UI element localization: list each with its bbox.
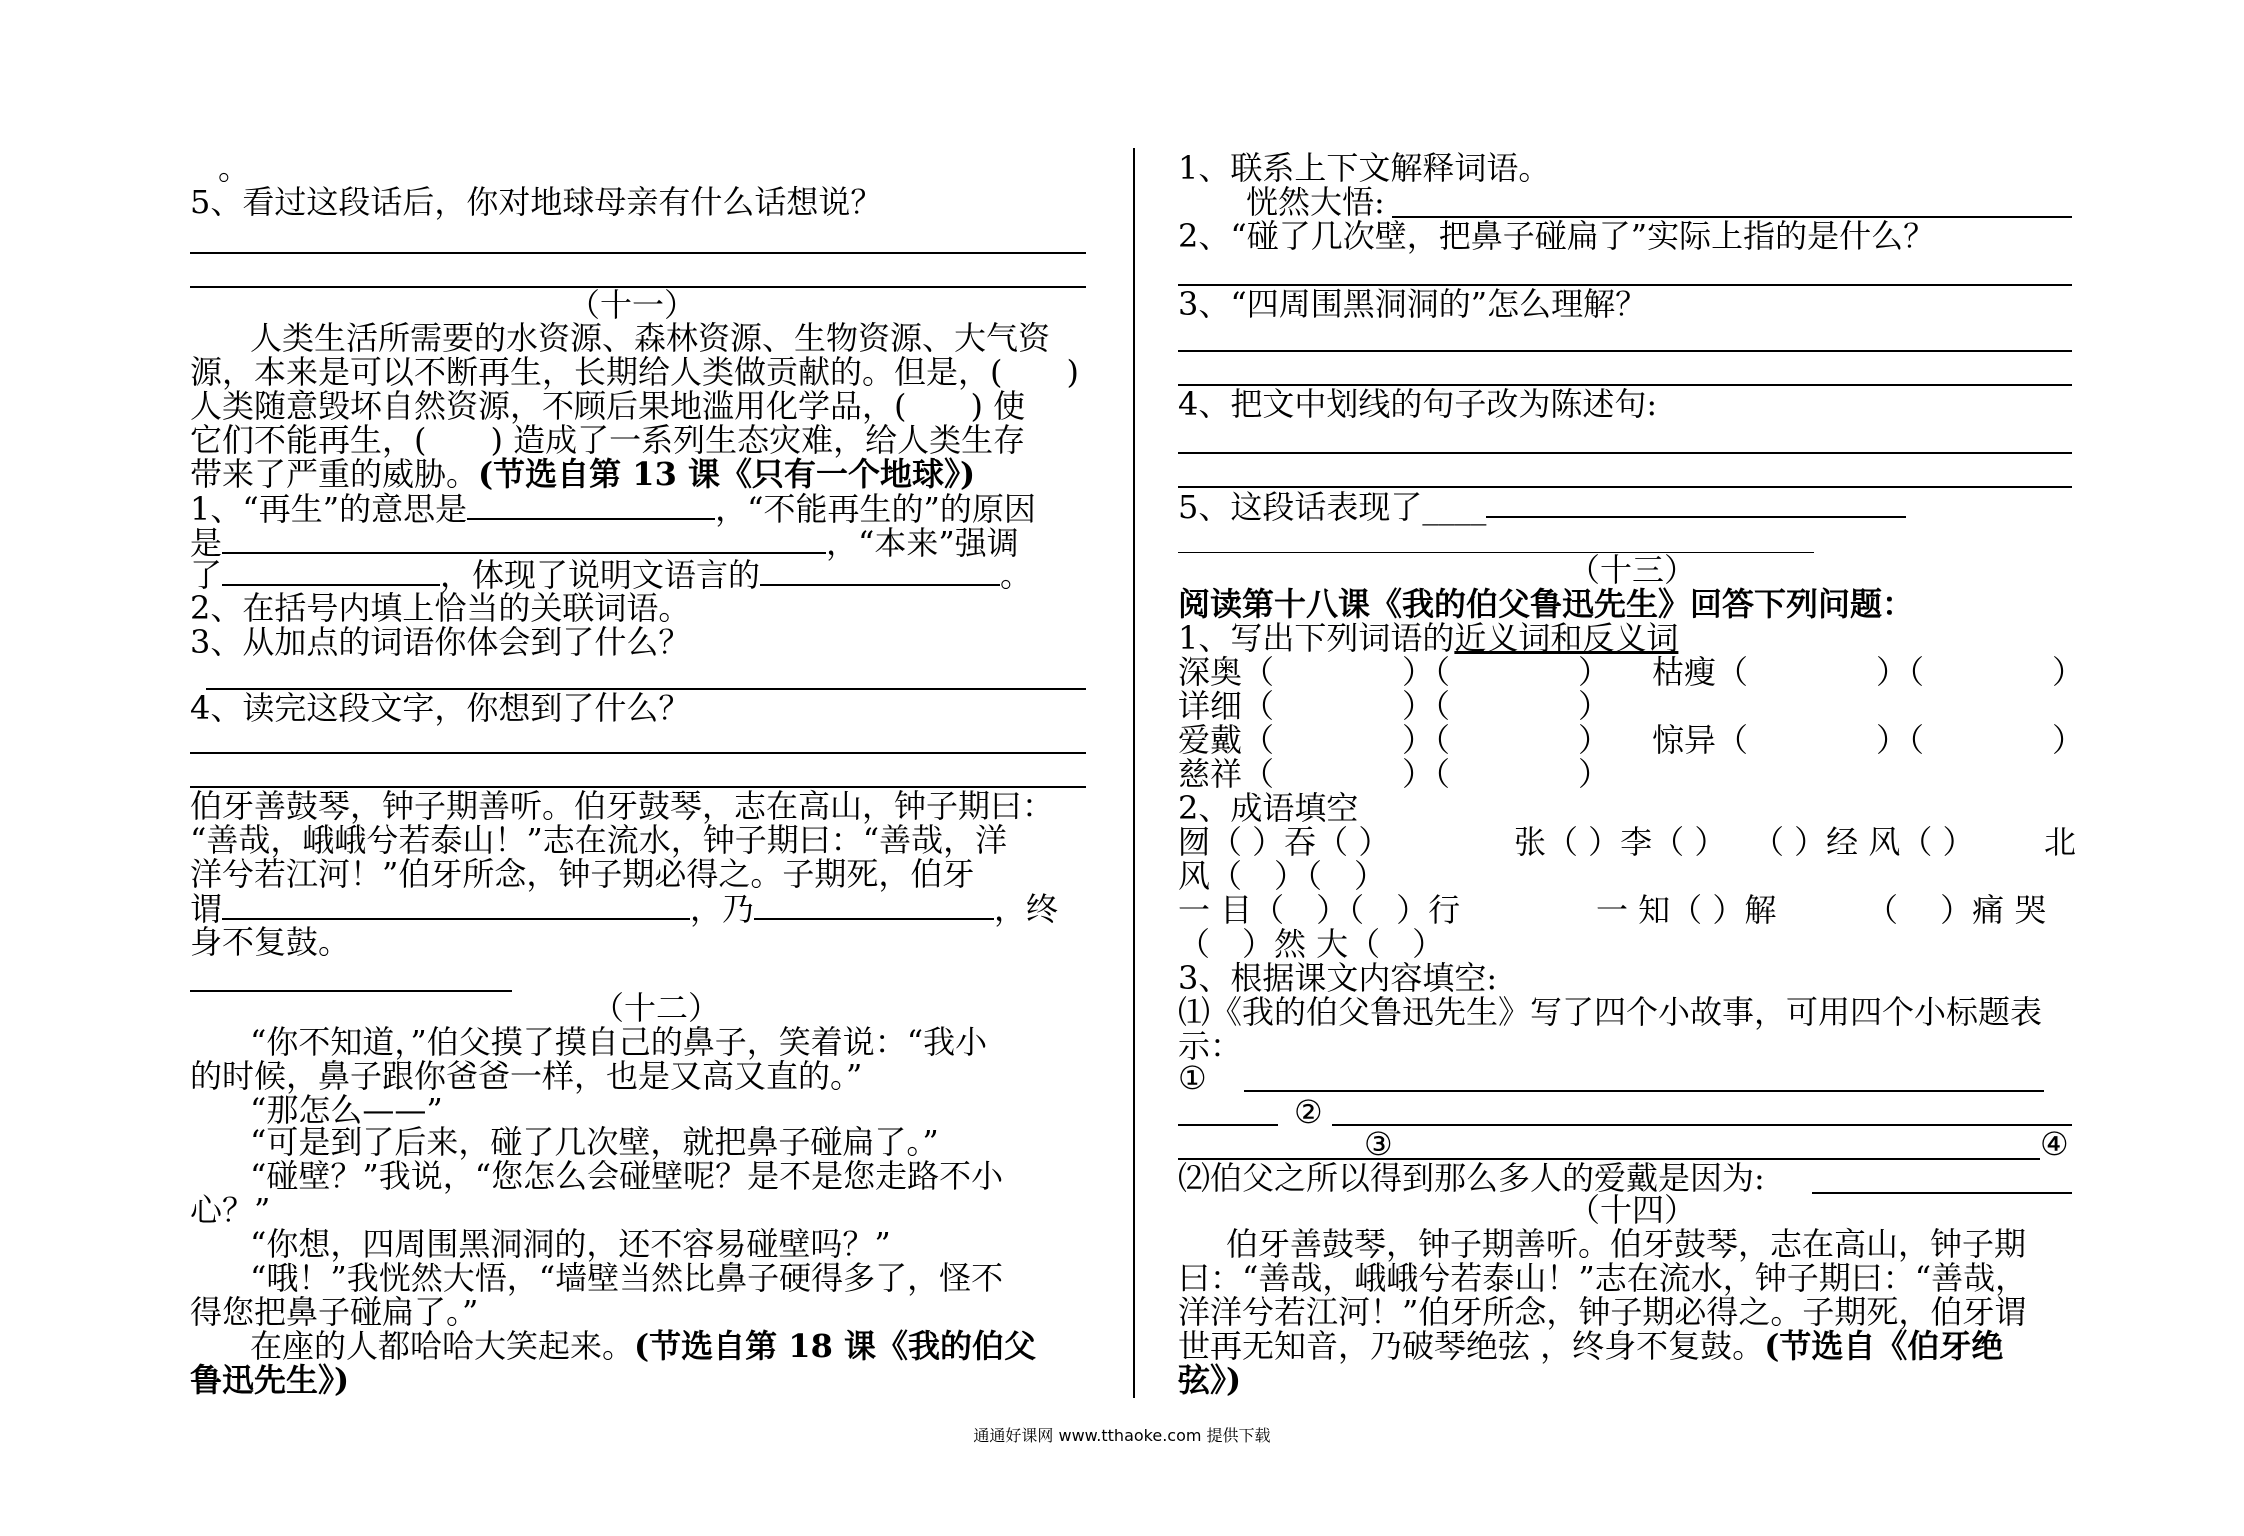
passage-12-line: “你不知道，”伯父摸了摸自己的鼻子，笑着说：“我小 xyxy=(250,1023,988,1061)
question-1: 1、联系上下文解释词语。 xyxy=(1178,149,1551,187)
section-13-q3-1-cont: 示： xyxy=(1178,1027,1243,1065)
source-citation: 鲁迅先生》) xyxy=(190,1361,350,1399)
passage-12-line: 在座的人都哈哈大笑起来。(节选自第 18 课《我的伯父 xyxy=(250,1327,1036,1365)
idiom-item: 风（ ）（ ） xyxy=(1178,857,1387,895)
circled-number: ③ xyxy=(1364,1125,1393,1163)
boya-line: “善哉，峨峨兮若泰山！”志在流水，钟子期曰：“善哉，洋 xyxy=(190,821,1008,859)
fill-blank[interactable] xyxy=(754,890,994,920)
question-2: 2、“碰了几次壁，把鼻子碰扁了”实际上指的是什么？ xyxy=(1178,217,1936,255)
idiom-item: 北 xyxy=(2044,823,2077,861)
passage-11-line: 它们不能再生，( ) 造成了一系列生态灾难，给人类生存 xyxy=(190,421,1026,459)
word-pair: 深奥（ ）（ ） xyxy=(1178,653,1611,691)
word-pair: 枯瘦（ ）（ ） xyxy=(1652,653,2085,691)
passage-11-line: 人类生活所需要的水资源、森林资源、生物资源、大气资 xyxy=(250,319,1051,357)
boya-line: 身不复鼓。 xyxy=(190,923,351,961)
word-pair: 爱戴（ ）（ ） xyxy=(1178,721,1611,759)
fill-blank[interactable] xyxy=(760,556,1000,586)
section-13-heading: 阅读第十八课《我的伯父鲁迅先生》回答下列问题： xyxy=(1178,585,1915,623)
question-11-1: 1、“再生”的意思是 ，“不能再生的”的原因 xyxy=(190,490,1036,528)
passage-11-line: 人类随意毁坏自然资源，不顾后果地滥用化学品，( ) 使 xyxy=(190,387,1026,425)
answer-line[interactable] xyxy=(190,752,1086,754)
answer-line[interactable] xyxy=(1244,1090,2044,1092)
answer-line[interactable] xyxy=(1812,1192,2072,1194)
passage-11-line: 带来了严重的威胁。(节选自第 13 课《只有一个地球》) xyxy=(190,455,976,493)
section-11-title: （十一） xyxy=(568,286,697,324)
circled-number: ④ xyxy=(2040,1125,2069,1163)
section-12-title: （十二） xyxy=(592,989,721,1027)
question-1-word: 恍然大悟: xyxy=(1246,183,1385,221)
passage-12-line: “你想，四周围黑洞洞的，还不容易碰壁吗？” xyxy=(250,1225,891,1263)
passage-14-line: 洋洋兮若江河！”伯牙所念，钟子期必得之。子期死，伯牙谓 xyxy=(1178,1293,2027,1331)
passage-12-line: “碰壁？”我说，“您怎么会碰壁呢？是不是您走路不小 xyxy=(250,1157,1004,1195)
passage-12-line: 得您把鼻子碰扁了。” xyxy=(190,1293,479,1331)
passage-14-line: 世再无知音，乃破琴绝弦 ，终身不复鼓。(节选自《伯牙绝 xyxy=(1178,1327,2004,1365)
question-11-4: 4、读完这段文字，你想到了什么？ xyxy=(190,689,691,727)
source-citation: (节选自《伯牙绝 xyxy=(1764,1327,2004,1365)
passage-12-line: 心？” xyxy=(190,1191,271,1229)
boya-line: 洋兮若江河！”伯牙所念，钟子期必得之。子期死，伯牙 xyxy=(190,855,975,893)
answer-line[interactable] xyxy=(190,990,512,992)
idiom-item: （ ）然 大（ ） xyxy=(1178,925,1445,963)
boya-line: 伯牙善鼓琴，钟子期善听。伯牙鼓琴，志在高山，钟子期曰： xyxy=(190,787,1055,825)
source-citation: 弦》) xyxy=(1178,1361,1242,1399)
answer-line[interactable] xyxy=(1178,350,2072,352)
question-5: 5、看过这段话后，你对地球母亲有什么话想说？ xyxy=(190,183,883,221)
word-pair: 慈祥（ ）（ ） xyxy=(1178,755,1611,793)
idiom-item: 囫（ ）吞（ ） xyxy=(1178,823,1391,861)
fill-blank[interactable] xyxy=(222,890,690,920)
circled-number: ① xyxy=(1178,1059,1207,1097)
section-13-q1: 1、写出下列词语的近义词和反义词 xyxy=(1178,619,1679,657)
column-divider xyxy=(1133,148,1135,1398)
passage-12-line: 的时候，鼻子跟你爸爸一样，也是又高又直的。” xyxy=(190,1057,863,1095)
section-14-title: （十四） xyxy=(1568,1191,1697,1229)
source-citation: (节选自第 13 课《只有一个地球》) xyxy=(478,455,976,493)
section-13-q3-2: ⑵伯父之所以得到那么多人的爱戴是因为: xyxy=(1178,1159,1765,1197)
question-3: 3、“四周围黑洞洞的”怎么理解？ xyxy=(1178,285,1648,323)
fill-blank[interactable] xyxy=(467,490,715,520)
section-13-q3: 3、根据课文内容填空: xyxy=(1178,959,1498,997)
word-pair: 惊异（ ）（ ） xyxy=(1652,721,2085,759)
fill-blank[interactable] xyxy=(1486,488,1906,518)
question-11-2: 2、在括号内填上恰当的关联词语。 xyxy=(190,589,691,627)
idiom-item: 一 知（ ）解 xyxy=(1596,891,1777,929)
answer-line[interactable] xyxy=(1178,452,2072,454)
idiom-item: 张（ ）李（ ） xyxy=(1514,823,1727,861)
passage-14-line: 伯牙善鼓琴，钟子期善听。伯牙鼓琴，志在高山，钟子期 xyxy=(1226,1225,2027,1263)
section-13-q2: 2、成语填空 xyxy=(1178,789,1359,827)
source-citation: (节选自第 18 课《我的伯父 xyxy=(634,1327,1036,1365)
question-11-1-cont: 是 ，“本来”强调 xyxy=(190,524,1019,562)
question-11-1-cont: 了 ，体现了说明文语言的 。 xyxy=(190,556,1033,594)
answer-line[interactable] xyxy=(1178,552,1814,553)
question-4: 4、把文中划线的句子改为陈述句: xyxy=(1178,385,1658,423)
circled-number: ② xyxy=(1294,1093,1323,1131)
fill-blank[interactable] xyxy=(222,524,826,554)
answer-line[interactable] xyxy=(190,252,1086,254)
leftover-dot: 。 xyxy=(218,149,251,187)
section-13-q3-1: ⑴《我的伯父鲁迅先生》写了四个小故事，可用四个小标题表 xyxy=(1178,993,2043,1031)
passage-12-line: “可是到了后来，碰了几次壁，就把鼻子碰扁了。” xyxy=(250,1123,939,1161)
idiom-item: （ ）痛 哭 xyxy=(1866,891,2047,929)
boya-line: 谓 ，乃 ，终 xyxy=(190,890,1059,928)
fill-blank[interactable] xyxy=(222,556,440,586)
answer-line[interactable] xyxy=(1332,1124,2072,1126)
idiom-item: （ ）经 风（ ） xyxy=(1752,823,1975,861)
section-13-title: （十三） xyxy=(1568,551,1697,589)
passage-12-line: “哦！”我恍然大悟，“墙壁当然比鼻子硬得多了，怪不 xyxy=(250,1259,1004,1297)
page-footer: 通通好课网 www.tthaoke.com 提供下载 xyxy=(973,1426,1271,1445)
passage-11-line: 源，本来是可以不断再生，长期给人类做贡献的。但是，( ) xyxy=(190,353,1079,391)
passage-12-line: “那怎么——” xyxy=(250,1091,443,1129)
question-5-right: 5、这段话表现了____ xyxy=(1178,488,1906,525)
question-11-3: 3、从加点的词语你体会到了什么？ xyxy=(190,623,691,661)
passage-14-line: 曰：“善哉，峨峨兮若泰山！”志在流水，钟子期曰：“善哉， xyxy=(1178,1259,2028,1297)
word-pair: 详细（ ）（ ） xyxy=(1178,687,1611,725)
answer-line[interactable] xyxy=(1178,1124,1278,1126)
idiom-item: 一 目（ ）（ ）行 xyxy=(1178,891,1461,929)
